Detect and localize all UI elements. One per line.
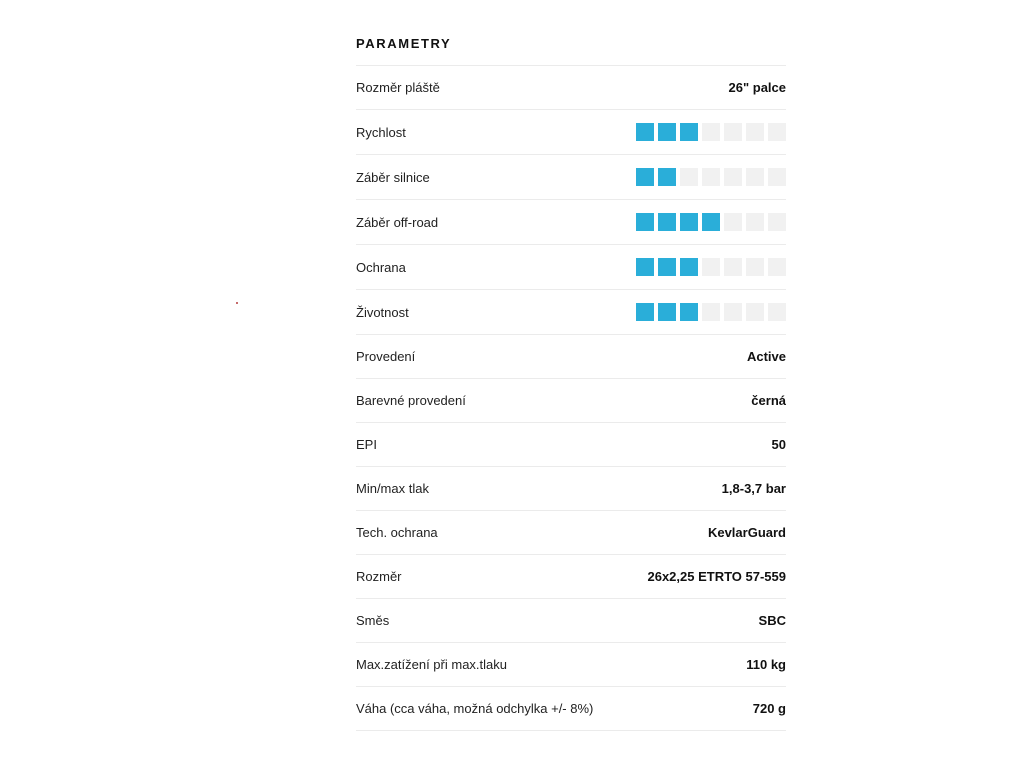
rating-segment-empty (746, 303, 764, 321)
parameters-section (356, 22, 786, 731)
rating-segment-filled (658, 303, 676, 321)
rating-segment-filled (636, 213, 654, 231)
rating-segment-empty (746, 123, 764, 141)
param-value: 50 (771, 437, 786, 452)
rating-segment-empty (746, 168, 764, 186)
rating-segment-empty (768, 258, 786, 276)
param-label: Rozměr (356, 569, 402, 584)
rating-bar (636, 303, 786, 321)
param-label: Provedení (356, 349, 416, 364)
rating-bar (636, 213, 786, 231)
param-label: Záběr off-road (356, 214, 439, 230)
param-row-road-grip (356, 155, 786, 200)
rating-segment-empty (724, 123, 742, 141)
param-row-compound (356, 599, 786, 643)
param-row-version (356, 335, 786, 379)
param-value: 720 g (752, 701, 786, 716)
param-value: 1,8-3,7 bar (721, 481, 786, 496)
param-label: Životnost (356, 304, 409, 320)
rating-segment-empty (724, 258, 742, 276)
param-label: Směs (356, 613, 390, 628)
rating-segment-filled (636, 258, 654, 276)
param-label: Ochrana (356, 259, 406, 275)
rating-segment-filled (680, 258, 698, 276)
param-row-tire-size (356, 66, 786, 110)
rating-segment-empty (702, 168, 720, 186)
rating-segment-filled (702, 213, 720, 231)
rating-segment-filled (680, 213, 698, 231)
rating-segment-filled (658, 213, 676, 231)
param-value: černá (751, 393, 786, 408)
param-value: 26x2,25 ETRTO 57-559 (647, 569, 786, 584)
param-row-size (356, 555, 786, 599)
param-label: Barevné provedení (356, 393, 466, 408)
param-row-pressure (356, 467, 786, 511)
rating-segment-filled (658, 168, 676, 186)
rating-segment-filled (636, 168, 654, 186)
rating-segment-empty (702, 258, 720, 276)
rating-segment-empty (724, 168, 742, 186)
param-row-durability (356, 290, 786, 335)
rating-segment-filled (680, 123, 698, 141)
param-row-epi (356, 423, 786, 467)
param-row-tech-protection (356, 511, 786, 555)
rating-segment-empty (702, 303, 720, 321)
param-label: Rychlost (356, 124, 406, 140)
rating-segment-empty (724, 213, 742, 231)
rating-segment-empty (768, 303, 786, 321)
rating-segment-empty (724, 303, 742, 321)
param-label: Min/max tlak (356, 481, 429, 496)
rating-segment-empty (768, 213, 786, 231)
rating-bar (636, 258, 786, 276)
param-row-speed (356, 110, 786, 155)
rating-segment-filled (658, 258, 676, 276)
param-row-offroad-grip (356, 200, 786, 245)
rating-segment-empty (768, 168, 786, 186)
param-value: 26" palce (728, 80, 786, 95)
rating-segment-empty (746, 213, 764, 231)
param-value: Active (746, 349, 786, 364)
param-row-max-load (356, 643, 786, 687)
rating-segment-empty (680, 168, 698, 186)
param-label: Tech. ochrana (356, 525, 438, 540)
rating-segment-empty (702, 123, 720, 141)
param-value: SBC (758, 613, 786, 628)
param-row-weight (356, 687, 786, 731)
rating-segment-filled (680, 303, 698, 321)
stray-dot (236, 302, 238, 304)
param-row-color (356, 379, 786, 423)
param-label: Záběr silnice (356, 169, 430, 185)
rating-bar (636, 123, 786, 141)
param-value: 110 kg (746, 657, 786, 672)
section-title: PARAMETRY (356, 22, 786, 66)
rating-segment-filled (636, 303, 654, 321)
param-label: Rozměr pláště (356, 80, 440, 95)
param-label: Váha (cca váha, možná odchylka +/- 8%) (356, 701, 594, 716)
param-value: KevlarGuard (707, 525, 786, 540)
rating-segment-filled (658, 123, 676, 141)
param-label: EPI (356, 437, 377, 452)
rating-segment-empty (746, 258, 764, 276)
param-row-protection (356, 245, 786, 290)
rating-segment-filled (636, 123, 654, 141)
rating-segment-empty (768, 123, 786, 141)
param-label: Max.zatížení při max.tlaku (356, 657, 507, 672)
rating-bar (636, 168, 786, 186)
